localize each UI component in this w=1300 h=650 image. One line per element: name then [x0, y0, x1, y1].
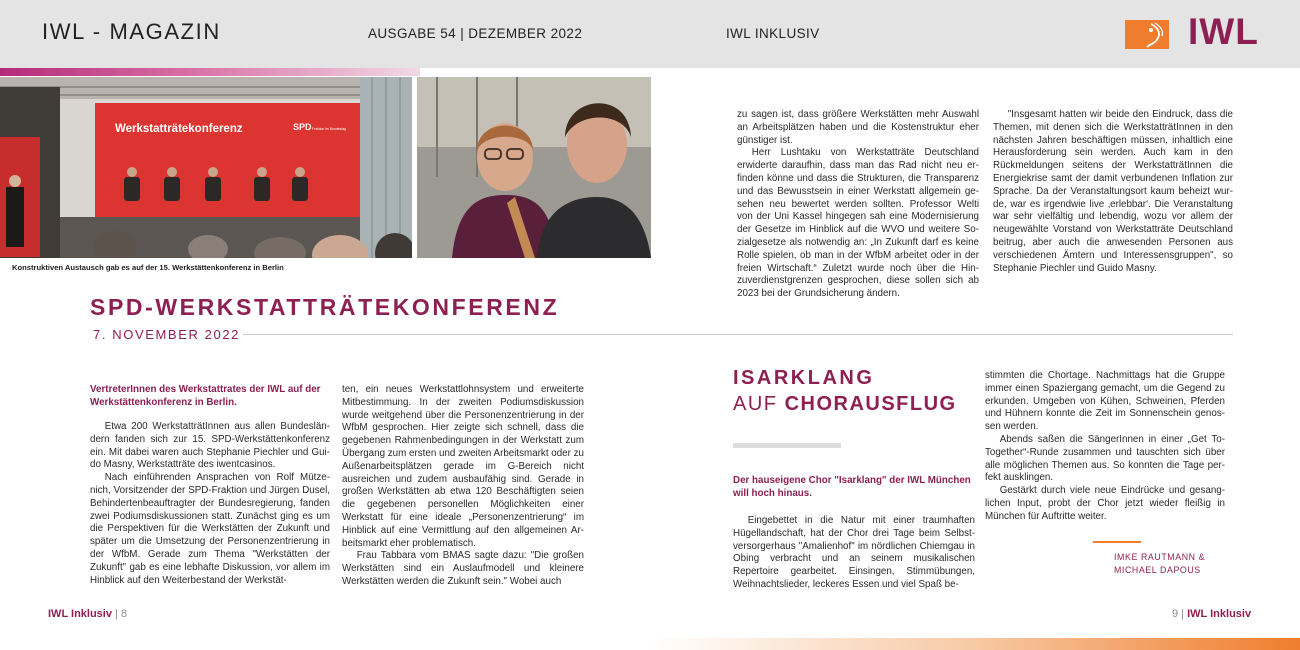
footer-publication: IWL Inklusiv: [48, 608, 112, 620]
iwl-logo-text: IWL: [1188, 11, 1259, 52]
paragraph: Eingebettet in die Natur mit einer traumhaften Hügellandschaft, hat der Chor drei Tage beim Selbstversorgerhaus "Amalienhof" im nördlichen Chiemgau in Obing verbracht und an seinem musikalischen Repertoire gearbeitet. Einsingen, Stimmübungen, Weihnachtslieder, leckeres Essen und viel Spaß be-: [733, 515, 975, 590]
magazine-title: IWL - MAGAZIN: [42, 19, 221, 44]
photo-caption: Konstruktiven Austausch gab es auf der 15. Werkstättenkonferenz in Berlin: [12, 263, 284, 272]
footer-gradient-bar: [650, 638, 1300, 650]
footer-separator: |: [111, 608, 121, 620]
signature-divider: [1093, 541, 1141, 543]
banner-logo-sub: Fraktion im Bundestag: [312, 127, 346, 131]
banner-logo: SPD: [293, 122, 312, 132]
article-column-1: [90, 421, 330, 587]
choir-title-light: AUF: [733, 393, 785, 415]
section-label: IWL INKLUSIV: [726, 26, 820, 41]
paragraph: Herr Lushtaku von Werkstatträte Deutschland erwiderte daraufhin, dass man das Rad nicht neu erfinden könne und dass die Strukturen, die Transparenz und das Bewusstsein in einer Werkstatt allgemein gesehen neu bewertet werden sollten. Professor Welti von der Uni Kassel hingegen sah eine Modernisierung der Gesetze im Hinblick auf die WVO und weitere Sozialgesetze als notwendig an: „In Zukunft darf es keine Rolle spielen, ob man in der WfbM arbeitet oder in der freien Wirtschaft.“ Zuletzt wurde noch über die Hinzuverdienstgrenzen gesprochen, diese sollen sich ab 2023 bei der Grundsicherung ändern.: [737, 147, 979, 300]
banner-title: Werkstatträtekonferenz: [115, 123, 243, 135]
conference-photo: [0, 77, 412, 258]
article-date: 7. NOVEMBER 2022: [93, 327, 240, 342]
selfie-photo: [417, 77, 651, 258]
article-column-4: [993, 109, 1233, 275]
footer-right: [1172, 608, 1251, 620]
page-number-left: 8: [120, 608, 128, 620]
choir-lead: Der hauseigene Chor "Isarklang" der IWL München will hoch hinaus.: [733, 475, 971, 499]
page-number-right: 9: [1172, 608, 1179, 620]
choir-title-line1: ISARKLANG: [733, 367, 875, 389]
article-column-3: [737, 109, 979, 301]
choir-title-line2: [733, 393, 957, 416]
accent-gradient-bar: [0, 68, 420, 76]
choir-title-divider: [733, 443, 841, 448]
footer-separator: |: [1178, 608, 1188, 620]
paragraph: zu sagen ist, dass größere Werkstätten mehr Auswahl an Arbeitsplätzen haben und die Kostenstruktur eher günstiger ist.: [737, 109, 979, 146]
paragraph: Abends saßen die SängerInnen in einer „Get ToTogether“-Runde zusammen und tauschten sich über alle möglichen Themen aus. So konnten die Tage perfekt ausklingen.: [985, 433, 1225, 484]
author-line: MICHAEL DAPOUS: [1114, 564, 1201, 575]
choir-title-bold: CHORAUSFLUG: [784, 393, 957, 415]
article-title: SPD-WERKSTATTRÄTEKONFERENZ: [90, 294, 560, 320]
paragraph: ten, ein neues Werkstattlohnsystem und erweiterte Mitbestimmung. In der zweiten Podiumsdiskussion wurde weitgehend über die Personenzentrierung in der WfbM gesprochen. Hier zeigte sich schnell, dass die gegebenen Rahmenbedingungen in der Werkstatt zum Übergang zum ersten und zweiten Arbeitsmarkt oder zu Außenarbeitsplätzen gerade im G-Bereich nicht ausreichen und zudem ausbaufähig sind. Gerade in großen Werkstätten ab etwa 120 Beschäftigten seien die gegebenen personellen Möglichkeiten einer Werkstatt für eine ideale „Personenzentrierung“ im Hinblick auf eine Vermittlung auf den allgemeinen Arbeitsmarkt eher problematisch.: [342, 384, 584, 549]
paragraph: Frau Tabbara vom BMAS sagte dazu: "Die großen Werkstätten sind ein Auslaufmodell und kleinere Werkstätten werden die Zukunft sein." Wobei auch: [342, 550, 584, 587]
issue-label: AUSGABE 54 | DEZEMBER 2022: [368, 26, 583, 41]
title-divider: [243, 334, 1233, 335]
article-lead: VertreterInnen des Werkstattrates der IWL auf der Werkstättenkonferenz in Berlin.: [90, 384, 321, 408]
authors: [1114, 551, 1205, 576]
iwl-logo-mark: [1125, 20, 1169, 49]
paragraph: Nach einführenden Ansprachen von Rolf Mützenich, Vorsitzender der SPD-Fraktion und Jürgen Dusel, Behindertenbeauftragter der Bundesregierung, fanden zwei Podiumsdiskussionen statt. Zunächst ging es um die Perspektiven für die Werkstätten der Zukunft und später um die Umsetzung der Personenzentrierung in der WfbM. Gerade zum Thema "Werkstätten der Zukunft" gab es eine lebhafte Diskussion, vor allem im Hinblick auf den Weiterbestand der Werkstät-: [90, 472, 330, 586]
choir-column-1: [733, 515, 975, 592]
paragraph: "Insgesamt hatten wir beide den Eindruck, dass die Themen, mit denen sich die WerkstatträtInnen in den nächsten Jahren beschäftigen müssen, inhaltlich eine Herausforderung sein werden. Auch kam in den Rückmeldungen seitens der WerkstatträtInnen die Energiekrise samt der damit verbundenen Inflation zur Sprache. Da der Veranstaltungsort kaum beheizt wurde, war es irgendwie live ‚erlebbar‘. Die Veranstaltung war sehr vielfältig und lebendig, wozu vor allem der neugewählte Vorstand von Werkstatträte Deutschland beitrug, aber auch die anwesenden Personen aus verschiedenen Ämtern und Interessensgruppen", so Stephanie Piechler und Guido Masny.: [993, 109, 1233, 274]
choir-column-2: [985, 370, 1225, 524]
footer-publication: IWL Inklusiv: [1187, 608, 1252, 620]
paragraph: stimmten die Chortage. Nachmittags hat die Gruppe immer einen Spaziergang gemacht, um die Gegend zu erkunden. Umgeben von Kühen, Schweinen, Pferden und Hühnern konnte die Zeit im Sonnenschein genossen werden.: [985, 370, 1225, 433]
footer-left: [48, 608, 127, 620]
article-column-2: [342, 384, 584, 589]
paragraph: Gestärkt durch viele neue Eindrücke und gesanglichen Input, probt der Chor jetzt wieder fleißig in München für Auftritte weiter.: [985, 485, 1225, 522]
author-line: IMKE RAUTMANN &: [1114, 552, 1206, 562]
paragraph: Etwa 200 WerkstatträtInnen aus allen Bundesländern fanden sich zur 15. SPD-Werkstättenkonferenz ein. Mit dabei waren auch Stephanie Piechler und Guido Masny, Werkstatträte des iwentcasinos.: [90, 421, 330, 471]
